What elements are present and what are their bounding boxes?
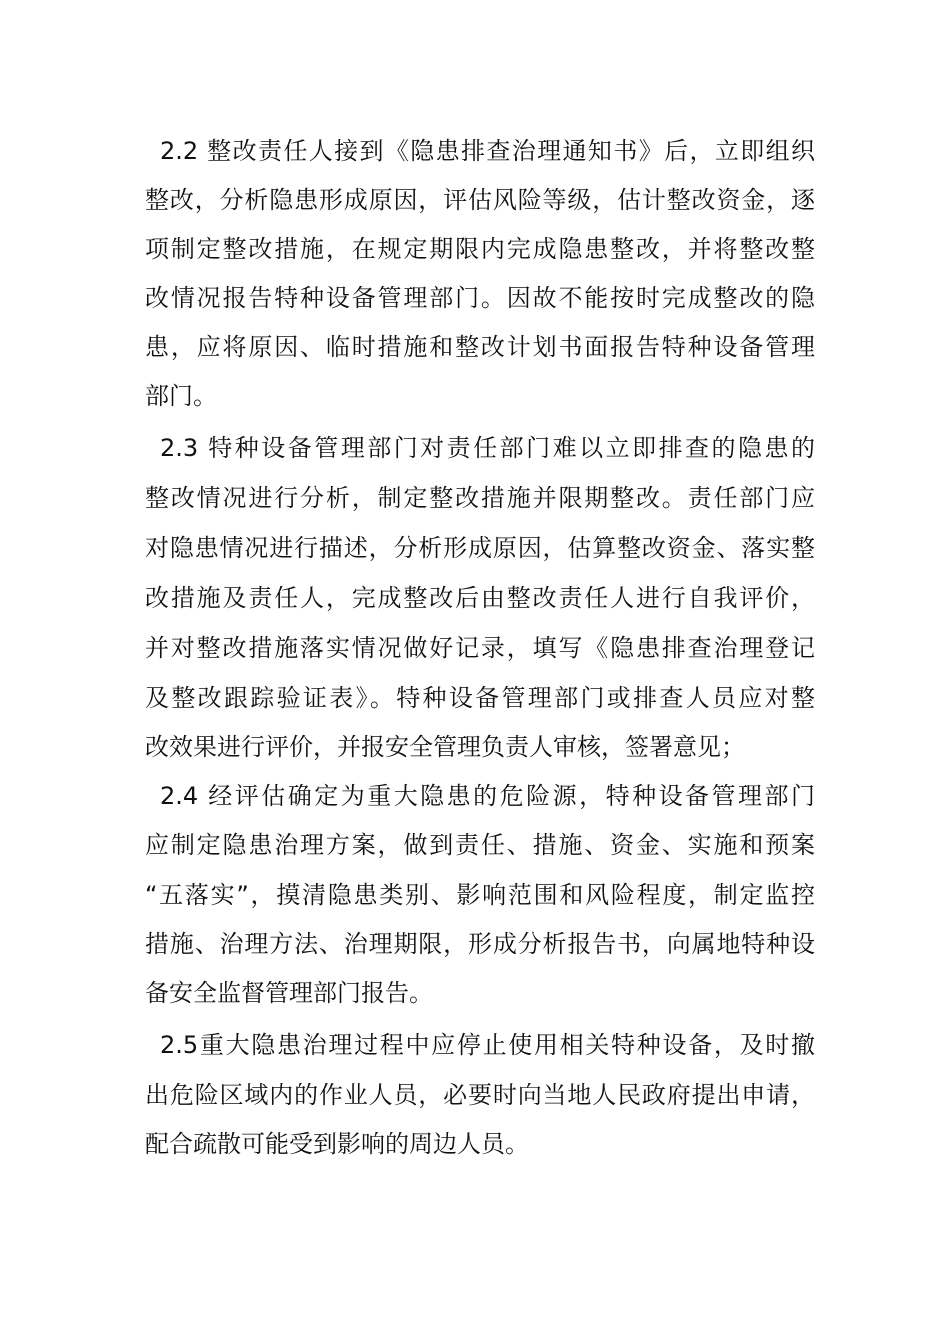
paragraph-line: 部门。 <box>145 382 217 410</box>
paragraph-line: 备安全监督管理部门报告。 <box>145 979 433 1007</box>
paragraph-line: 应制定隐患治理方案，做到责任、措施、资金、实施和预案 <box>145 831 815 859</box>
paragraph-line: 改情况报告特种设备管理部门。因故不能按时完成整改的隐 <box>145 284 815 312</box>
paragraph-line: 患，应将原因、临时措施和整改计划书面报告特种设备管理 <box>145 333 815 361</box>
paragraph-line: 改措施及责任人，完成整改后由整改责任人进行自我评价， <box>145 584 815 612</box>
paragraph-line: 2.2 整改责任人接到《隐患排查治理通知书》后，立即组织 <box>160 137 815 165</box>
paragraph-line: 及整改跟踪验证表》。特种设备管理部门或排查人员应对整 <box>145 684 815 712</box>
paragraph-line: 2.3 特种设备管理部门对责任部门难以立即排查的隐患的 <box>160 434 815 462</box>
paragraph-line: 项制定整改措施，在规定期限内完成隐患整改，并将整改整 <box>145 235 815 263</box>
paragraph-line: 整改，分析隐患形成原因，评估风险等级，估计整改资金，逐 <box>145 186 815 214</box>
paragraph-line: 改效果进行评价，并报安全管理负责人审核，签署意见； <box>145 733 745 761</box>
paragraph-line: 2.4 经评估确定为重大隐患的危险源，特种设备管理部门 <box>160 782 815 810</box>
paragraph-line: 并对整改措施落实情况做好记录，填写《隐患排查治理登记 <box>145 634 815 662</box>
paragraph-line: 配合疏散可能受到影响的周边人员。 <box>145 1130 529 1158</box>
paragraph-line: 整改情况进行分析，制定整改措施并限期整改。责任部门应 <box>145 484 815 512</box>
paragraph-line: 措施、治理方法、治理期限，形成分析报告书，向属地特种设 <box>145 930 815 958</box>
paragraph-line: “五落实”，摸清隐患类别、影响范围和风险程度，制定监控 <box>145 881 815 909</box>
paragraph-line: 对隐患情况进行描述，分析形成原因，估算整改资金、落实整 <box>145 534 815 562</box>
paragraph-line: 2.5重大隐患治理过程中应停止使用相关特种设备，及时撤 <box>160 1031 815 1059</box>
paragraph-line: 出危险区域内的作业人员，必要时向当地人民政府提出申请， <box>145 1081 815 1109</box>
